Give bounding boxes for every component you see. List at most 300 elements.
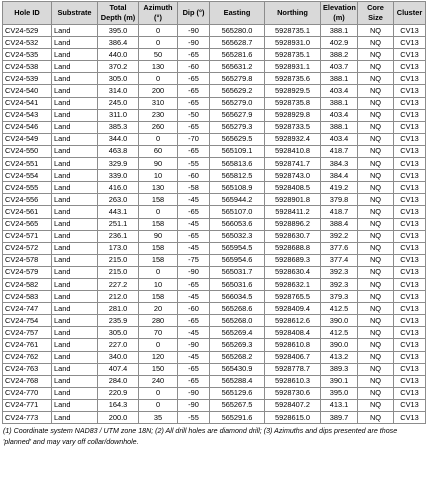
table-cell: CV13 — [394, 25, 426, 37]
table-cell: 5928901.8 — [265, 194, 321, 206]
table-row — [3, 37, 426, 49]
table-cell: CV13 — [394, 351, 426, 363]
table-cell: NQ — [358, 61, 394, 73]
table-cell: Land — [52, 121, 98, 133]
table-row — [3, 315, 426, 327]
table-cell: 5928632.1 — [265, 278, 321, 290]
table-cell: -50 — [178, 109, 210, 121]
table-cell: -90 — [178, 399, 210, 411]
table-cell: CV13 — [394, 145, 426, 157]
table-cell: -65 — [178, 230, 210, 242]
table-cell: -65 — [178, 85, 210, 97]
table-cell: 388.2 — [321, 49, 358, 61]
table-row — [3, 375, 426, 387]
table-cell: NQ — [358, 49, 394, 61]
table-cell: 392.2 — [321, 230, 358, 242]
table-cell: CV13 — [394, 218, 426, 230]
table-row — [3, 363, 426, 375]
table-row — [3, 387, 426, 399]
table-cell: 388.4 — [321, 218, 358, 230]
table-cell: NQ — [358, 266, 394, 278]
table-cell: Land — [52, 182, 98, 194]
table-cell: NQ — [358, 194, 394, 206]
table-cell: CV13 — [394, 291, 426, 303]
table-row — [3, 230, 426, 242]
table-cell: NQ — [358, 303, 394, 315]
table-cell: 379.8 — [321, 194, 358, 206]
table-cell: 158 — [139, 218, 178, 230]
table-cell: CV24-763 — [3, 363, 52, 375]
table-cell: CV24-754 — [3, 315, 52, 327]
table-header — [3, 2, 426, 25]
table-cell: -65 — [178, 145, 210, 157]
table-cell: CV13 — [394, 73, 426, 85]
table-cell: 390.0 — [321, 315, 358, 327]
table-cell: 5928408.4 — [265, 327, 321, 339]
table-cell: 280 — [139, 315, 178, 327]
table-cell: Land — [52, 363, 98, 375]
table-cell: 565268.0 — [210, 315, 265, 327]
table-cell: -60 — [178, 303, 210, 315]
table-cell: Land — [52, 254, 98, 266]
table-cell: 0 — [139, 25, 178, 37]
table-cell: CV13 — [394, 61, 426, 73]
table-cell: 10 — [139, 170, 178, 182]
table-cell: 565954.6 — [210, 254, 265, 266]
table-cell: 240 — [139, 375, 178, 387]
table-cell: CV13 — [394, 206, 426, 218]
table-cell: NQ — [358, 351, 394, 363]
table-row — [3, 158, 426, 170]
table-cell: Land — [52, 85, 98, 97]
table-cell: 565812.5 — [210, 170, 265, 182]
table-cell: 565279.8 — [210, 73, 265, 85]
table-cell: 227.2 — [98, 278, 139, 290]
table-cell: -45 — [178, 327, 210, 339]
column-header: Hole ID — [3, 2, 52, 25]
table-cell: -90 — [178, 25, 210, 37]
table-cell: 565279.0 — [210, 97, 265, 109]
table-cell: NQ — [358, 315, 394, 327]
table-cell: 440.0 — [98, 49, 139, 61]
table-cell: 90 — [139, 230, 178, 242]
table-cell: 5928610.3 — [265, 375, 321, 387]
table-cell: NQ — [358, 206, 394, 218]
table-cell: Land — [52, 97, 98, 109]
table-cell: -90 — [178, 387, 210, 399]
table-cell: CV13 — [394, 49, 426, 61]
table-cell: 386.4 — [98, 37, 139, 49]
table-cell: 5928615.0 — [265, 412, 321, 424]
table-cell: -45 — [178, 218, 210, 230]
table-cell: CV24-583 — [3, 291, 52, 303]
table-cell: CV24-578 — [3, 254, 52, 266]
table-cell: Land — [52, 327, 98, 339]
table-cell: 0 — [139, 133, 178, 145]
table-cell: Land — [52, 387, 98, 399]
table-cell: 418.7 — [321, 206, 358, 218]
table-row — [3, 109, 426, 121]
table-cell: CV13 — [394, 85, 426, 97]
table-cell: 260 — [139, 121, 178, 133]
table-cell: 395.0 — [98, 25, 139, 37]
table-cell: 389.3 — [321, 363, 358, 375]
table-cell: 5928411.2 — [265, 206, 321, 218]
column-header: Elevation (m) — [321, 2, 358, 25]
table-cell: 412.5 — [321, 327, 358, 339]
table-cell: 379.3 — [321, 291, 358, 303]
table-cell: Land — [52, 206, 98, 218]
table-cell: CV13 — [394, 315, 426, 327]
table-cell: 565032.3 — [210, 230, 265, 242]
table-row — [3, 61, 426, 73]
table-cell: 130 — [139, 61, 178, 73]
table-row — [3, 303, 426, 315]
column-header: Total Depth (m) — [98, 2, 139, 25]
table-cell: CV13 — [394, 133, 426, 145]
table-row — [3, 399, 426, 411]
table-row — [3, 206, 426, 218]
table-cell: 200.0 — [98, 412, 139, 424]
table-cell: 0 — [139, 387, 178, 399]
table-row — [3, 339, 426, 351]
table-cell: Land — [52, 73, 98, 85]
table-cell: NQ — [358, 97, 394, 109]
table-cell: 5928735.1 — [265, 49, 321, 61]
table-cell: CV24-556 — [3, 194, 52, 206]
table-cell: -60 — [178, 170, 210, 182]
table-cell: -65 — [178, 363, 210, 375]
table-cell: 281.0 — [98, 303, 139, 315]
table-cell: CV13 — [394, 230, 426, 242]
table-cell: Land — [52, 303, 98, 315]
table-cell: 565109.1 — [210, 145, 265, 157]
table-cell: 200 — [139, 85, 178, 97]
table-cell: Land — [52, 49, 98, 61]
table-cell: 90 — [139, 158, 178, 170]
header-row — [3, 2, 426, 25]
table-cell: 565107.0 — [210, 206, 265, 218]
table-cell: 565631.2 — [210, 61, 265, 73]
table-cell: Land — [52, 230, 98, 242]
table-cell: CV24-579 — [3, 266, 52, 278]
table-cell: CV24-771 — [3, 399, 52, 411]
table-cell: 0 — [139, 206, 178, 218]
table-cell: CV13 — [394, 363, 426, 375]
table-cell: 565944.2 — [210, 194, 265, 206]
table-cell: -55 — [178, 412, 210, 424]
table-cell: 5928409.4 — [265, 303, 321, 315]
table-cell: Land — [52, 109, 98, 121]
table-row — [3, 278, 426, 290]
table-cell: -58 — [178, 182, 210, 194]
table-cell: -65 — [178, 97, 210, 109]
table-cell: 227.0 — [98, 339, 139, 351]
table-cell: 388.1 — [321, 121, 358, 133]
table-cell: 311.0 — [98, 109, 139, 121]
table-cell: -65 — [178, 278, 210, 290]
table-row — [3, 254, 426, 266]
table-cell: CV24-539 — [3, 73, 52, 85]
table-cell: NQ — [358, 387, 394, 399]
table-cell: -70 — [178, 133, 210, 145]
table-cell: 339.0 — [98, 170, 139, 182]
table-cell: 565629.2 — [210, 85, 265, 97]
table-cell: 5928630.7 — [265, 230, 321, 242]
table-cell: 403.7 — [321, 61, 358, 73]
table-cell: 5928931.0 — [265, 37, 321, 49]
table-cell: NQ — [358, 278, 394, 290]
table-cell: 150 — [139, 363, 178, 375]
table-cell: Land — [52, 412, 98, 424]
table-cell: 565629.5 — [210, 133, 265, 145]
table-cell: 413.1 — [321, 399, 358, 411]
table-cell: 565268.2 — [210, 351, 265, 363]
table-cell: CV24-572 — [3, 242, 52, 254]
table-cell: CV13 — [394, 303, 426, 315]
table-cell: 212.0 — [98, 291, 139, 303]
table-cell: 5928735.8 — [265, 97, 321, 109]
table-cell: 60 — [139, 145, 178, 157]
table-cell: CV24-757 — [3, 327, 52, 339]
table-cell: 388.1 — [321, 25, 358, 37]
table-cell: CV13 — [394, 109, 426, 121]
table-cell: 403.4 — [321, 133, 358, 145]
table-cell: CV13 — [394, 158, 426, 170]
table-cell: 5928630.4 — [265, 266, 321, 278]
table-cell: 0 — [139, 73, 178, 85]
table-cell: NQ — [358, 37, 394, 49]
table-cell: CV13 — [394, 121, 426, 133]
table-cell: 413.2 — [321, 351, 358, 363]
table-cell: Land — [52, 218, 98, 230]
table-cell: CV24-550 — [3, 145, 52, 157]
table-cell: NQ — [358, 218, 394, 230]
table-cell: 565031.7 — [210, 266, 265, 278]
table-cell: 565031.6 — [210, 278, 265, 290]
table-cell: 384.4 — [321, 170, 358, 182]
table-cell: -45 — [178, 194, 210, 206]
table-cell: CV24-770 — [3, 387, 52, 399]
table-cell: CV13 — [394, 327, 426, 339]
table-cell: 565269.4 — [210, 327, 265, 339]
table-cell: 403.4 — [321, 109, 358, 121]
table-cell: NQ — [358, 158, 394, 170]
table-cell: -60 — [178, 61, 210, 73]
table-cell: CV13 — [394, 254, 426, 266]
table-cell: 402.9 — [321, 37, 358, 49]
table-cell: 5928406.7 — [265, 351, 321, 363]
table-cell: 565627.9 — [210, 109, 265, 121]
table-cell: CV24-762 — [3, 351, 52, 363]
table-cell: 565269.3 — [210, 339, 265, 351]
table-footnote: (1) Coordinate system NAD83 / UTM zone 18N; (2) All drill holes are diamond drill; (3) Azimuths and dips presented are those 'planned' and may vary off collar/downhole. — [3, 427, 398, 447]
table-cell: 565430.9 — [210, 363, 265, 375]
table-cell: CV24-773 — [3, 412, 52, 424]
table-cell: -65 — [178, 121, 210, 133]
table-cell: Land — [52, 133, 98, 145]
table-cell: 20 — [139, 303, 178, 315]
table-cell: CV24-546 — [3, 121, 52, 133]
table-cell: Land — [52, 61, 98, 73]
table-row — [3, 351, 426, 363]
table-row — [3, 145, 426, 157]
table-cell: -90 — [178, 266, 210, 278]
table-cell: 370.2 — [98, 61, 139, 73]
table-cell: NQ — [358, 291, 394, 303]
table-cell: NQ — [358, 242, 394, 254]
table-cell: -65 — [178, 206, 210, 218]
table-cell: CV13 — [394, 278, 426, 290]
table-cell: 565108.9 — [210, 182, 265, 194]
table-cell: CV13 — [394, 170, 426, 182]
table-cell: 565291.6 — [210, 412, 265, 424]
table-cell: NQ — [358, 363, 394, 375]
table-cell: 220.9 — [98, 387, 139, 399]
table-cell: 284.0 — [98, 375, 139, 387]
table-cell: 390.0 — [321, 339, 358, 351]
table-row — [3, 133, 426, 145]
table-cell: CV13 — [394, 266, 426, 278]
table-cell: NQ — [358, 145, 394, 157]
table-cell: Land — [52, 145, 98, 157]
table-cell: 230 — [139, 109, 178, 121]
table-cell: 0 — [139, 37, 178, 49]
table-cell: -45 — [178, 351, 210, 363]
table-cell: CV24-565 — [3, 218, 52, 230]
table-row — [3, 218, 426, 230]
table-row — [3, 194, 426, 206]
table-cell: -45 — [178, 291, 210, 303]
drill-hole-sheet — [2, 1, 425, 448]
table-cell: 5928931.1 — [265, 61, 321, 73]
table-row — [3, 242, 426, 254]
table-cell: NQ — [358, 133, 394, 145]
table-cell: -65 — [178, 315, 210, 327]
table-cell: 5928689.3 — [265, 254, 321, 266]
table-row — [3, 97, 426, 109]
table-cell: Land — [52, 339, 98, 351]
table-cell: 5928778.7 — [265, 363, 321, 375]
table-cell: NQ — [358, 25, 394, 37]
table-cell: 565288.4 — [210, 375, 265, 387]
table-cell: NQ — [358, 170, 394, 182]
table-cell: 0 — [139, 339, 178, 351]
table-cell: 385.3 — [98, 121, 139, 133]
table-cell: 235.9 — [98, 315, 139, 327]
table-cell: Land — [52, 242, 98, 254]
table-cell: Land — [52, 315, 98, 327]
table-cell: NQ — [358, 375, 394, 387]
table-cell: CV24-768 — [3, 375, 52, 387]
table-row — [3, 182, 426, 194]
table-cell: CV24-529 — [3, 25, 52, 37]
table-cell: 158 — [139, 242, 178, 254]
table-cell: 565267.5 — [210, 399, 265, 411]
table-cell: 565813.6 — [210, 158, 265, 170]
drill-hole-table — [2, 1, 426, 424]
table-cell: 389.7 — [321, 412, 358, 424]
table-cell: -65 — [178, 49, 210, 61]
table-cell: CV24-571 — [3, 230, 52, 242]
table-cell: 329.9 — [98, 158, 139, 170]
table-cell: -45 — [178, 242, 210, 254]
table-cell: 5928896.2 — [265, 218, 321, 230]
table-cell: NQ — [358, 230, 394, 242]
table-cell: CV24-554 — [3, 170, 52, 182]
table-cell: Land — [52, 375, 98, 387]
table-cell: 5928735.6 — [265, 73, 321, 85]
table-cell: 5928407.2 — [265, 399, 321, 411]
table-cell: CV24-555 — [3, 182, 52, 194]
table-cell: CV13 — [394, 37, 426, 49]
table-cell: Land — [52, 158, 98, 170]
table-cell: 566034.5 — [210, 291, 265, 303]
table-cell: CV24-549 — [3, 133, 52, 145]
table-cell: 388.1 — [321, 97, 358, 109]
table-cell: CV24-551 — [3, 158, 52, 170]
table-row — [3, 266, 426, 278]
table-cell: 215.0 — [98, 254, 139, 266]
table-cell: CV24-538 — [3, 61, 52, 73]
table-cell: 390.1 — [321, 375, 358, 387]
column-header: Northing — [265, 2, 321, 25]
table-cell: 344.0 — [98, 133, 139, 145]
table-cell: NQ — [358, 399, 394, 411]
table-cell: NQ — [358, 182, 394, 194]
table-cell: CV13 — [394, 387, 426, 399]
table-cell: 416.0 — [98, 182, 139, 194]
table-cell: Land — [52, 291, 98, 303]
table-cell: 419.2 — [321, 182, 358, 194]
table-cell: 418.7 — [321, 145, 358, 157]
table-cell: 5928735.1 — [265, 25, 321, 37]
table-cell: 314.0 — [98, 85, 139, 97]
table-cell: 384.3 — [321, 158, 358, 170]
table-row — [3, 291, 426, 303]
table-body — [3, 25, 426, 424]
table-cell: 403.4 — [321, 85, 358, 97]
table-cell: CV24-535 — [3, 49, 52, 61]
table-row — [3, 121, 426, 133]
table-cell: CV24-540 — [3, 85, 52, 97]
table-cell: 5928610.8 — [265, 339, 321, 351]
table-cell: 412.5 — [321, 303, 358, 315]
column-header: Easting — [210, 2, 265, 25]
table-cell: 158 — [139, 254, 178, 266]
table-cell: 310 — [139, 97, 178, 109]
table-cell: 392.3 — [321, 266, 358, 278]
table-cell: NQ — [358, 339, 394, 351]
table-cell: 263.0 — [98, 194, 139, 206]
table-cell: 463.8 — [98, 145, 139, 157]
table-cell: Land — [52, 399, 98, 411]
table-cell: CV13 — [394, 375, 426, 387]
table-cell: CV13 — [394, 182, 426, 194]
table-cell: 305.0 — [98, 73, 139, 85]
table-cell: NQ — [358, 85, 394, 97]
table-cell: 566053.6 — [210, 218, 265, 230]
table-cell: 5928743.0 — [265, 170, 321, 182]
table-cell: 377.6 — [321, 242, 358, 254]
table-cell: 215.0 — [98, 266, 139, 278]
table-cell: 565954.5 — [210, 242, 265, 254]
table-cell: CV13 — [394, 97, 426, 109]
table-cell: 377.4 — [321, 254, 358, 266]
table-cell: CV24-543 — [3, 109, 52, 121]
table-cell: NQ — [358, 121, 394, 133]
table-cell: 565268.6 — [210, 303, 265, 315]
